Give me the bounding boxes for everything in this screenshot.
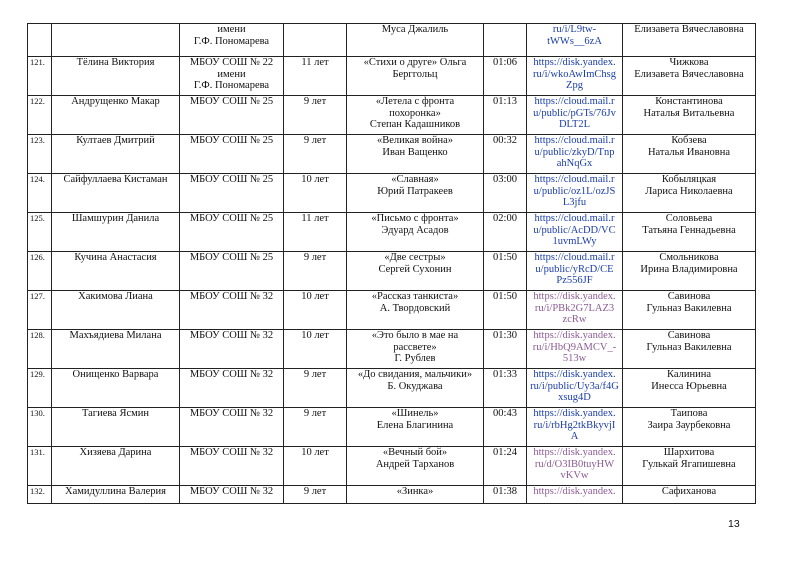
age-cell: 9 лет [284, 96, 347, 135]
link-cell[interactable] [527, 213, 623, 252]
text-line: Степан Кадашников [369, 119, 461, 130]
teacher-name [623, 135, 756, 174]
link-line[interactable]: 513w [562, 353, 587, 364]
school-name [180, 330, 284, 369]
link-line[interactable]: https://disk.yandex. [533, 369, 616, 380]
link-cell[interactable] [527, 24, 623, 57]
text-line: Гульназ Вакилевна [646, 341, 732, 353]
text-line: МБОУ СОШ № 32 [189, 330, 274, 341]
teacher-name [623, 252, 756, 291]
text-line: Татьяна Геннадьевна [642, 224, 736, 236]
text-line: Елена Благинина [376, 419, 454, 431]
school-name [180, 96, 284, 135]
link-line[interactable]: https://disk.yandex. [533, 486, 616, 497]
table-row [28, 213, 756, 252]
text-line: рассвете» [393, 341, 437, 353]
text-line: Лариса Николаевна [645, 185, 733, 197]
text-line: «Летела с фронта [375, 96, 455, 107]
link-line[interactable]: ru/i/PBk2G7LAZ3 [534, 302, 615, 314]
text-line: Сафиханова [661, 486, 717, 497]
participant-name: Андрущенко Макар [52, 96, 180, 135]
row-number: 129. [28, 369, 52, 408]
row-number: 124. [28, 174, 52, 213]
link-line[interactable]: xsug4D [558, 392, 591, 403]
duration-cell: 01:33 [484, 369, 527, 408]
participants-table [27, 23, 756, 504]
teacher-name [623, 213, 756, 252]
text-line: Инесса Юрьевна [651, 380, 727, 392]
school-name [180, 135, 284, 174]
link-line[interactable]: DLT2L [558, 119, 591, 130]
text-line: МБОУ СОШ № 32 [189, 447, 274, 458]
link-line[interactable]: https://cloud.mail.r [534, 252, 615, 263]
text-line: имени [217, 24, 246, 35]
duration-cell: 01:06 [484, 57, 527, 96]
link-cell[interactable] [527, 135, 623, 174]
link-cell[interactable] [527, 57, 623, 96]
row-number: 123. [28, 135, 52, 174]
text-line: МБОУ СОШ № 25 [189, 252, 274, 263]
text-line: Сергей Сухонин [378, 263, 452, 275]
duration-cell: 01:38 [484, 486, 527, 504]
row-number: 121. [28, 57, 52, 96]
participant-name: Махъядиева Милана [52, 330, 180, 369]
row-number: 128. [28, 330, 52, 369]
work-title [347, 447, 484, 486]
text-line: Савинова [667, 330, 711, 341]
link-line[interactable]: https://cloud.mail.r [534, 96, 615, 107]
text-line: МБОУ СОШ № 25 [189, 96, 274, 107]
teacher-name [623, 369, 756, 408]
age-cell: 10 лет [284, 291, 347, 330]
work-title [347, 24, 484, 57]
text-line: Гульназ Вакилевна [646, 302, 732, 314]
link-line[interactable]: vKVw [560, 470, 589, 481]
text-line: МБОУ СОШ № 32 [189, 369, 274, 380]
work-title [347, 213, 484, 252]
teacher-name [623, 57, 756, 96]
table-row [28, 135, 756, 174]
link-cell[interactable] [527, 447, 623, 486]
row-number: 125. [28, 213, 52, 252]
link-line[interactable]: u/public/zkyD/Tnp [534, 146, 615, 158]
text-line: Юрий Патракеев [377, 185, 453, 197]
link-cell[interactable] [527, 408, 623, 447]
duration-cell: 01:13 [484, 96, 527, 135]
text-line: Андрей Тарханов [375, 458, 455, 470]
link-cell[interactable] [527, 174, 623, 213]
link-line[interactable]: https://disk.yandex. [533, 57, 616, 68]
school-name [180, 291, 284, 330]
table-row [28, 369, 756, 408]
link-line[interactable]: u/public/oz1L/ozJS [533, 185, 616, 197]
link-line[interactable]: https://disk.yandex. [533, 291, 616, 302]
text-line: Смольникова [659, 252, 719, 263]
table-row [28, 57, 756, 96]
text-line: МБОУ СОШ № 32 [189, 486, 274, 497]
text-line: Заира Заурбековна [647, 419, 731, 431]
text-line: Б. Окуджава [387, 380, 443, 392]
age-cell: 10 лет [284, 330, 347, 369]
link-cell[interactable] [527, 291, 623, 330]
text-line: «Вечный бой» [382, 447, 448, 458]
table-row [28, 96, 756, 135]
text-line: Чижкова [669, 57, 709, 68]
school-name [180, 486, 284, 504]
work-title [347, 408, 484, 447]
text-line: МБОУ СОШ № 25 [189, 174, 274, 185]
link-cell[interactable] [527, 252, 623, 291]
link-line[interactable]: ru/d/O3IB0tuyHW [534, 458, 615, 470]
table-row [28, 291, 756, 330]
table-row [28, 252, 756, 291]
link-line[interactable]: https://cloud.mail.r [534, 174, 615, 185]
duration-cell [484, 24, 527, 57]
text-line: Савинова [667, 291, 711, 302]
row-number: 126. [28, 252, 52, 291]
text-line: «Зинка» [396, 486, 434, 497]
teacher-name [623, 96, 756, 135]
text-line: Соловьева [665, 213, 713, 224]
text-line: «Стихи о друге» Ольга [363, 57, 467, 68]
text-line: МБОУ СОШ № 32 [189, 408, 274, 419]
text-line: МБОУ СОШ № 25 [189, 135, 274, 146]
work-title [347, 486, 484, 504]
row-number: 122. [28, 96, 52, 135]
text-line: «Шинель» [391, 408, 439, 419]
link-line[interactable]: https://disk.yandex. [533, 330, 616, 341]
row-number: 127. [28, 291, 52, 330]
text-line: МБОУ СОШ № 32 [189, 291, 274, 302]
age-cell: 9 лет [284, 408, 347, 447]
duration-cell: 01:50 [484, 252, 527, 291]
text-line: Г.Ф. Пономарева [193, 80, 270, 91]
link-line[interactable]: ru/i/public/Uy3a/f4G [530, 380, 619, 392]
work-title [347, 174, 484, 213]
text-line: «Две сестры» [384, 252, 446, 263]
text-line: МБОУ СОШ № 22 [189, 57, 274, 68]
school-name [180, 213, 284, 252]
work-title [347, 252, 484, 291]
row-number: 132. [28, 486, 52, 504]
table-row [28, 174, 756, 213]
participant-name: Кучина Анастасия [52, 252, 180, 291]
text-line: Г.Ф. Пономарева [193, 35, 270, 47]
link-line[interactable]: ahNqGx [556, 158, 593, 169]
participant-name: Хакимова Лиана [52, 291, 180, 330]
duration-cell: 01:50 [484, 291, 527, 330]
text-line: похоронка» [389, 107, 441, 119]
school-name [180, 24, 284, 57]
link-line[interactable]: u/public/AcDD/VC [533, 224, 616, 236]
text-line: Муса Джалиль [381, 24, 449, 35]
school-name [180, 57, 284, 96]
text-line: имени [217, 68, 246, 80]
table-row [28, 24, 756, 57]
link-line[interactable]: ru/i/L9tw- [552, 24, 597, 35]
school-name [180, 369, 284, 408]
text-line: Эдуард Асадов [381, 224, 449, 236]
duration-cell: 00:32 [484, 135, 527, 174]
text-line: Наталья Ивановна [647, 146, 731, 158]
text-line: Кобыляцкая [661, 174, 717, 185]
text-line: А. Твордовский [379, 302, 451, 314]
text-line: Кобзева [671, 135, 707, 146]
age-cell: 10 лет [284, 174, 347, 213]
link-line[interactable]: 1uvmLWy [552, 236, 597, 247]
text-line: Шархитова [663, 447, 715, 458]
age-cell: 9 лет [284, 369, 347, 408]
school-name [180, 408, 284, 447]
text-line: Иван Ващенко [382, 146, 448, 158]
duration-cell: 00:43 [484, 408, 527, 447]
teacher-name [623, 408, 756, 447]
text-line: Елизавета Вячеславовна [634, 24, 744, 35]
participant-name: Шамшурин Данила [52, 213, 180, 252]
age-cell: 11 лет [284, 57, 347, 96]
participant-name [52, 24, 180, 57]
age-cell: 11 лет [284, 213, 347, 252]
text-line: «Это было в мае на [371, 330, 459, 341]
work-title [347, 330, 484, 369]
text-line: МБОУ СОШ № 25 [189, 213, 274, 224]
text-line: «Рассказ танкиста» [371, 291, 459, 302]
link-line[interactable]: ru/i/HbQ9AMCV_- [532, 341, 617, 353]
text-line: Наталья Витальевна [643, 107, 735, 119]
text-line: Г. Рублев [394, 353, 436, 364]
participant-name: Сайфуллаева Кистаман [52, 174, 180, 213]
text-line: Ирина Владимировна [640, 263, 738, 275]
text-line: Елизавета Вячеславовна [634, 68, 744, 80]
teacher-name [623, 330, 756, 369]
link-line[interactable]: u/public/pGTs/76Jv [533, 107, 616, 119]
link-line[interactable]: https://cloud.mail.r [534, 213, 615, 224]
text-line: «Письмо с фронта» [371, 213, 459, 224]
duration-cell: 02:00 [484, 213, 527, 252]
text-line: Берггольц [392, 68, 438, 80]
participant-name: Хизяева Дарина [52, 447, 180, 486]
row-number [28, 24, 52, 57]
table-row [28, 486, 756, 504]
text-line: Калинина [667, 369, 711, 380]
work-title [347, 135, 484, 174]
row-number: 130. [28, 408, 52, 447]
age-cell: 9 лет [284, 486, 347, 504]
teacher-name [623, 24, 756, 57]
table-row [28, 447, 756, 486]
link-line[interactable]: https://disk.yandex. [533, 408, 616, 419]
school-name [180, 252, 284, 291]
text-line: Гулькай Ягапишевна [642, 458, 736, 470]
link-cell[interactable] [527, 96, 623, 135]
row-number: 131. [28, 447, 52, 486]
participant-name: Тагиева Ясмин [52, 408, 180, 447]
link-cell[interactable] [527, 369, 623, 408]
participant-name: Онищенко Варвара [52, 369, 180, 408]
table-body [28, 24, 756, 504]
text-line: «Славная» [391, 174, 439, 185]
link-line[interactable]: u/public/yRcD/CE [535, 263, 614, 275]
link-cell[interactable] [527, 486, 623, 504]
link-line[interactable]: A [570, 431, 579, 442]
teacher-name [623, 486, 756, 504]
teacher-name [623, 447, 756, 486]
age-cell: 9 лет [284, 252, 347, 291]
link-cell[interactable] [527, 330, 623, 369]
age-cell: 9 лет [284, 135, 347, 174]
link-line[interactable]: ru/i/wkoAwImChsg [532, 68, 617, 80]
age-cell: 10 лет [284, 447, 347, 486]
text-line: «Великая война» [376, 135, 454, 146]
table-row [28, 408, 756, 447]
text-line: Таипова [670, 408, 708, 419]
duration-cell: 03:00 [484, 174, 527, 213]
link-line[interactable]: Pz556JF [556, 275, 593, 286]
link-line[interactable]: https://cloud.mail.r [534, 135, 615, 146]
school-name [180, 174, 284, 213]
link-line[interactable]: ru/i/rbHg2tkBkyvjI [533, 419, 616, 431]
link-line[interactable]: L3jfu [562, 197, 587, 208]
teacher-name [623, 291, 756, 330]
work-title [347, 291, 484, 330]
teacher-name [623, 174, 756, 213]
school-name [180, 447, 284, 486]
page-number: 13 [728, 518, 740, 530]
work-title [347, 96, 484, 135]
participant-name: Култаев Дмитрий [52, 135, 180, 174]
link-line[interactable]: Zpg [566, 80, 583, 91]
link-line[interactable]: zcRw [562, 314, 587, 325]
link-line[interactable]: https://disk.yandex. [533, 447, 616, 458]
link-line[interactable]: tWWs__6zA [547, 35, 602, 47]
duration-cell: 01:24 [484, 447, 527, 486]
age-cell [284, 24, 347, 57]
work-title [347, 57, 484, 96]
participant-name: Хамидуллина Валерия [52, 486, 180, 504]
table-row [28, 330, 756, 369]
text-line: Константинова [655, 96, 723, 107]
duration-cell: 01:30 [484, 330, 527, 369]
text-line: «До свидания, мальчики» [357, 369, 473, 380]
participant-name: Тёлина Виктория [52, 57, 180, 96]
work-title [347, 369, 484, 408]
